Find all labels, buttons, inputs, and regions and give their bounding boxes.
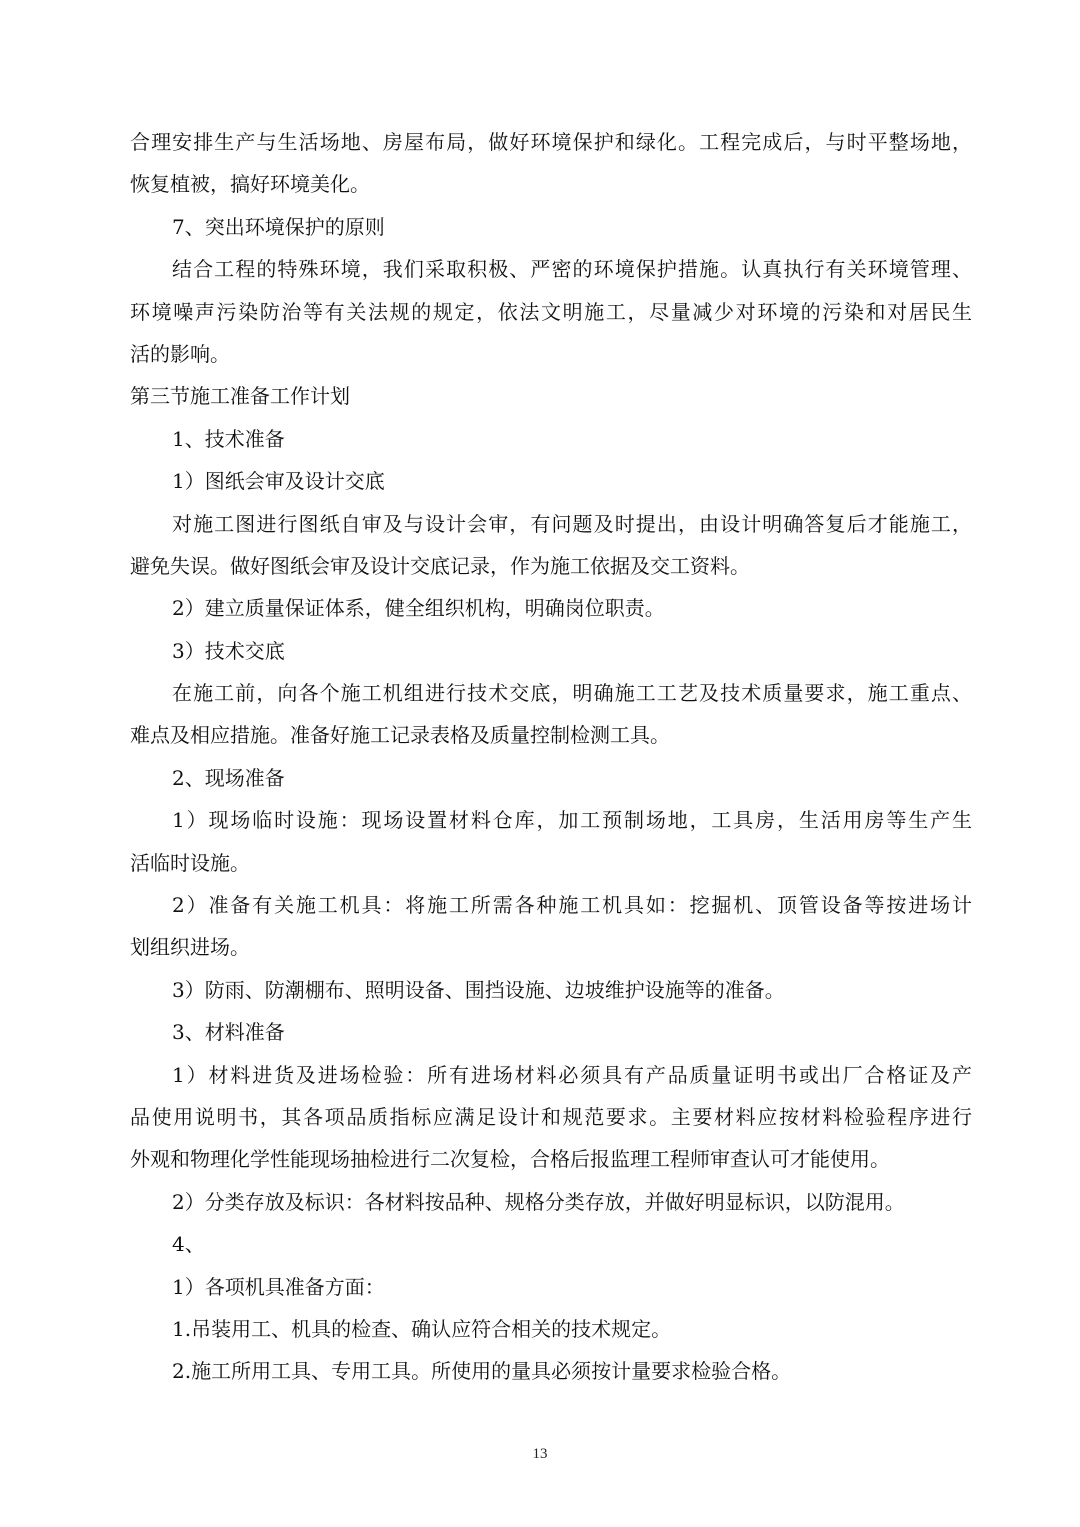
paragraph-line: 环境噪声污染防治等有关法规的规定，依法文明施工，尽量减少对环境的污染和对居民生 — [130, 299, 972, 324]
paragraph-line: 品使用说明书，其各项品质指标应满足设计和规范要求。主要材料应按材料检验程序进行 — [130, 1104, 972, 1129]
paragraph-line: 2）准备有关施工机具：将施工所需各种施工机具如：挖掘机、顶管设备等按进场计 — [172, 893, 972, 918]
document-body — [130, 121, 972, 1393]
paragraph-line: 活临时设施。 — [130, 850, 250, 875]
paragraph-line: 恢复植被，搞好环境美化。 — [130, 172, 370, 197]
item-heading: 1）各项机具准备方面： — [172, 1274, 385, 1299]
item-heading: 1）图纸会审及设计交底 — [172, 469, 385, 494]
paragraph-line: 结合工程的特殊环境，我们采取积极、严密的环境保护措施。认真执行有关环境管理、 — [172, 257, 972, 282]
paragraph-line: 对施工图进行图纸自审及与设计会审，有问题及时提出，由设计明确答复后才能施工， — [172, 511, 972, 536]
list-item: 1.吊装用工、机具的检查、确认应符合相关的技术规定。 — [172, 1316, 672, 1341]
page-number: 13 — [532, 1446, 548, 1462]
item-heading: 3）技术交底 — [172, 638, 285, 663]
subsection-heading: 3、材料准备 — [172, 1020, 285, 1045]
paragraph-line: 在施工前，向各个施工机组进行技术交底，明确施工工艺及技术质量要求，施工重点、 — [172, 681, 972, 706]
paragraph-line: 2）分类存放及标识：各材料按品种、规格分类存放，并做好明显标识，以防混用。 — [172, 1189, 905, 1214]
subsection-heading: 1、技术准备 — [172, 426, 285, 451]
subsection-heading: 2、现场准备 — [172, 765, 285, 790]
paragraph-line: 划组织进场。 — [130, 935, 250, 960]
paragraph-line: 3）防雨、防潮棚布、照明设备、围挡设施、边坡维护设施等的准备。 — [172, 977, 785, 1002]
paragraph-line: 外观和物理化学性能现场抽检进行二次复检，合格后报监理工程师审查认可才能使用。 — [130, 1147, 890, 1172]
paragraph-line: 1）现场临时设施：现场设置材料仓库，加工预制场地，工具房，生活用房等生产生 — [172, 808, 972, 833]
paragraph-line: 合理安排生产与生活场地、房屋布局，做好环境保护和绿化。工程完成后，与时平整场地， — [130, 130, 972, 154]
subsection-heading: 7、突出环境保护的原则 — [172, 214, 385, 239]
section-heading: 第三节施工准备工作计划 — [130, 384, 350, 409]
paragraph-line: 难点及相应措施。准备好施工记录表格及质量控制检测工具。 — [130, 723, 670, 748]
paragraph-line: 避免失误。做好图纸会审及设计交底记录，作为施工依据及交工资料。 — [130, 553, 750, 578]
item-heading: 2）建立质量保证体系，健全组织机构，明确岗位职责。 — [172, 596, 665, 621]
subsection-heading: 4、 — [172, 1232, 205, 1257]
paragraph-line: 活的影响。 — [130, 341, 230, 366]
list-item: 2.施工所用工具、专用工具。所使用的量具必须按计量要求检验合格。 — [172, 1359, 792, 1384]
paragraph-line: 1）材料进货及进场检验：所有进场材料必须具有产品质量证明书或出厂合格证及产 — [172, 1062, 972, 1087]
